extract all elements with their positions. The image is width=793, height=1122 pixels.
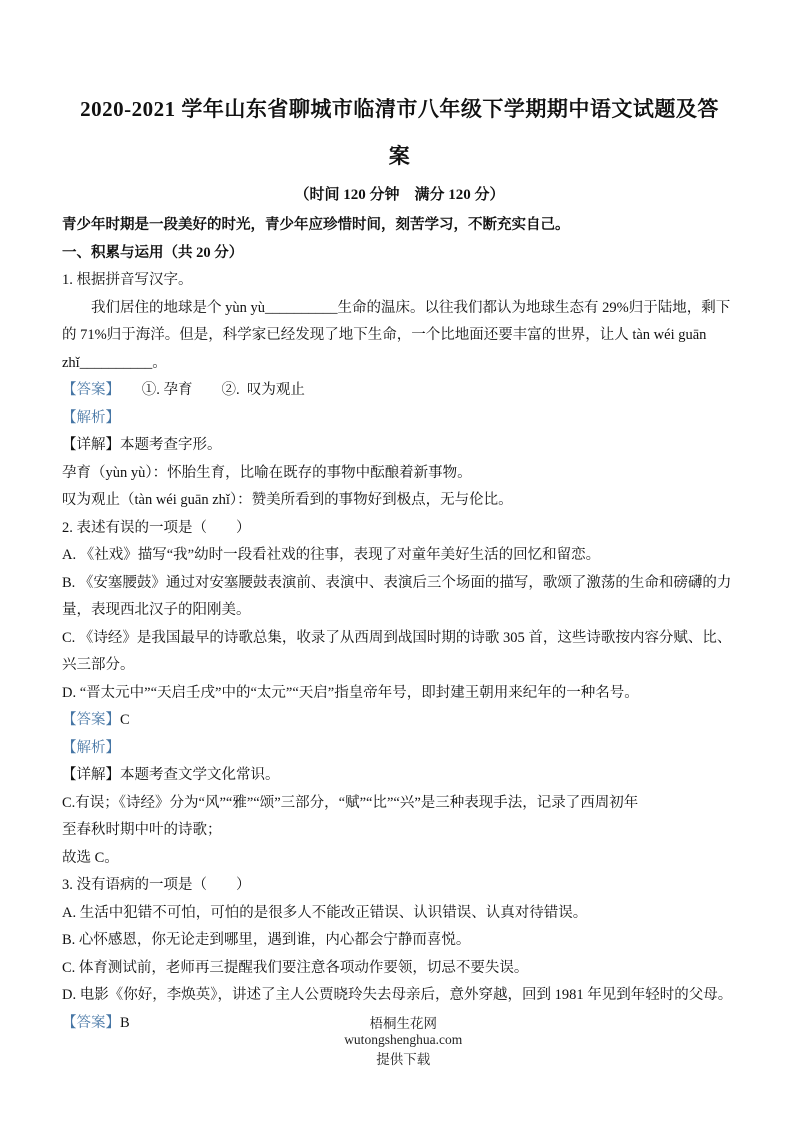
line-text: A. 《社戏》描写“我”幼时一段看社戏的往事，表现了对童年美好生活的回忆和留恋。 [62, 547, 601, 563]
line-text: 至春秋时期中叶的诗歌； [62, 822, 222, 838]
line-text: B [120, 1014, 130, 1031]
text-line [62, 240, 737, 268]
line-text: 【详解】本题考查字形。 [62, 437, 222, 453]
line-text: ①. 孕育 ②. 叹为观止 [112, 382, 305, 398]
line-text: A. 生活中犯错不可怕，可怕的是很多人不能改正错误、认识错误、认真对待错误。 [62, 904, 588, 921]
text-line [62, 570, 737, 598]
line-text: 3. 没有语病的一项是（ ） [62, 877, 251, 893]
answer-line [62, 405, 737, 433]
line-text: B. 心怀感恩，你无论走到哪里，遇到谁，内心都会宁静而喜悦。 [62, 932, 471, 948]
text-line [62, 267, 737, 295]
text-line [62, 927, 737, 955]
text-line [62, 460, 737, 488]
line-text: 我们居住的地球是个 yùn yù__________生命的温床。以往我们都认为地球生态有 29%归于陆地，剩下 [62, 299, 731, 316]
text-line [62, 542, 737, 570]
line-text: 叹为观止（tàn wéi guān zhǐ）：赞美所看到的事物好到极点，无与伦比。 [62, 492, 513, 508]
text-line [62, 515, 737, 543]
text-line [62, 295, 737, 323]
line-text: C. 体育测试前，老师再三提醒我们要注意各项动作要领，切忌不要失误。 [62, 959, 529, 976]
text-line [62, 322, 737, 350]
line-text: 一、积累与运用（共 20 分） [62, 244, 244, 261]
line-text: 的 71%归于海洋。但是，科学家已经发现了地下生命，一个比地面还要丰富的世界，让人 tàn wéi guān [62, 327, 707, 343]
text-line [62, 432, 737, 460]
answer-label: 【答案】 [62, 712, 120, 728]
line-text: B. 《安塞腰鼓》通过对安塞腰鼓表演前、表演中、表演后三个场面的描写，歌颂了激荡的生命和磅礴的力 [62, 574, 732, 591]
line-text: 孕育（yùn yù）：怀胎生育，比喻在既存的事物中酝酿着新事物。 [62, 464, 472, 481]
text-line [62, 625, 737, 653]
line-text: C.有误；《诗经》分为“风”“雅”“颂”三部分，“赋”“比”“兴”是三种表现手法，记录了西周初年 [62, 794, 639, 811]
text-line [62, 845, 737, 873]
line-text: C. 《诗经》是我国最早的诗歌总集，收录了从西周到战国时期的诗歌 305 首，这些诗歌按内容分赋、比、 [62, 629, 732, 646]
footer-site-name: 梧桐生花网 [369, 1016, 437, 1031]
answer-label: 【解析】 [62, 739, 120, 756]
line-text: 故选 C。 [62, 849, 119, 866]
line-text: 量，表现西北汉子的阳刚美。 [62, 602, 251, 618]
line-text: D. 电影《你好，李焕英》，讲述了主人公贾晓玲失去母亲后，意外穿越，回到 1981 年见到年轻时的父母。 [62, 987, 733, 1003]
page-title-line-1: 2020-2021 学年山东省聊城市临清市八年级下学期期中语文试题及答 [80, 97, 719, 121]
line-text: 【详解】本题考查文学文化常识。 [62, 767, 280, 783]
line-text: 2. 表述有误的一项是（ ） [62, 519, 251, 536]
page-footer [0, 996, 793, 1084]
line-text: 兴三部分。 [62, 657, 135, 673]
footer-download-label: 提供下载 [376, 1052, 431, 1067]
answer-line [62, 377, 737, 405]
text-line [62, 817, 737, 845]
footer-site-url: wutongshenghua.com [344, 1032, 463, 1047]
text-line [62, 597, 737, 625]
line-text: zhǐ__________。 [62, 354, 167, 371]
answer-label: 【解析】 [62, 409, 120, 426]
line-text: 青少年时期是一段美好的时光，青少年应珍惜时间，刻苦学习，不断充实自己。 [62, 217, 570, 233]
text-line [62, 762, 737, 790]
answer-line [62, 707, 737, 735]
text-line [62, 900, 737, 928]
page-title-line-2: 案 [388, 144, 411, 168]
text-line [62, 212, 737, 240]
line-text: 1. 根据拼音写汉字。 [62, 272, 193, 288]
answer-label: 【答案】 [62, 382, 113, 398]
text-line [62, 955, 737, 983]
line-text: C [120, 712, 130, 728]
text-line [62, 680, 737, 708]
answer-line [62, 735, 737, 763]
text-line [62, 790, 737, 818]
text-line [62, 652, 737, 680]
text-line [62, 872, 737, 900]
text-line [62, 350, 737, 378]
answer-label: 【答案】 [62, 1014, 120, 1031]
line-text: D. “晋太元中”“天启壬戌”中的“太元”“天启”指皇帝年号，即封建王朝用来纪年的一种名号。 [62, 684, 639, 701]
document-body [62, 212, 737, 1037]
text-line [62, 487, 737, 515]
exam-time-score-info: （时间 120 分钟 满分 120 分） [294, 187, 505, 203]
